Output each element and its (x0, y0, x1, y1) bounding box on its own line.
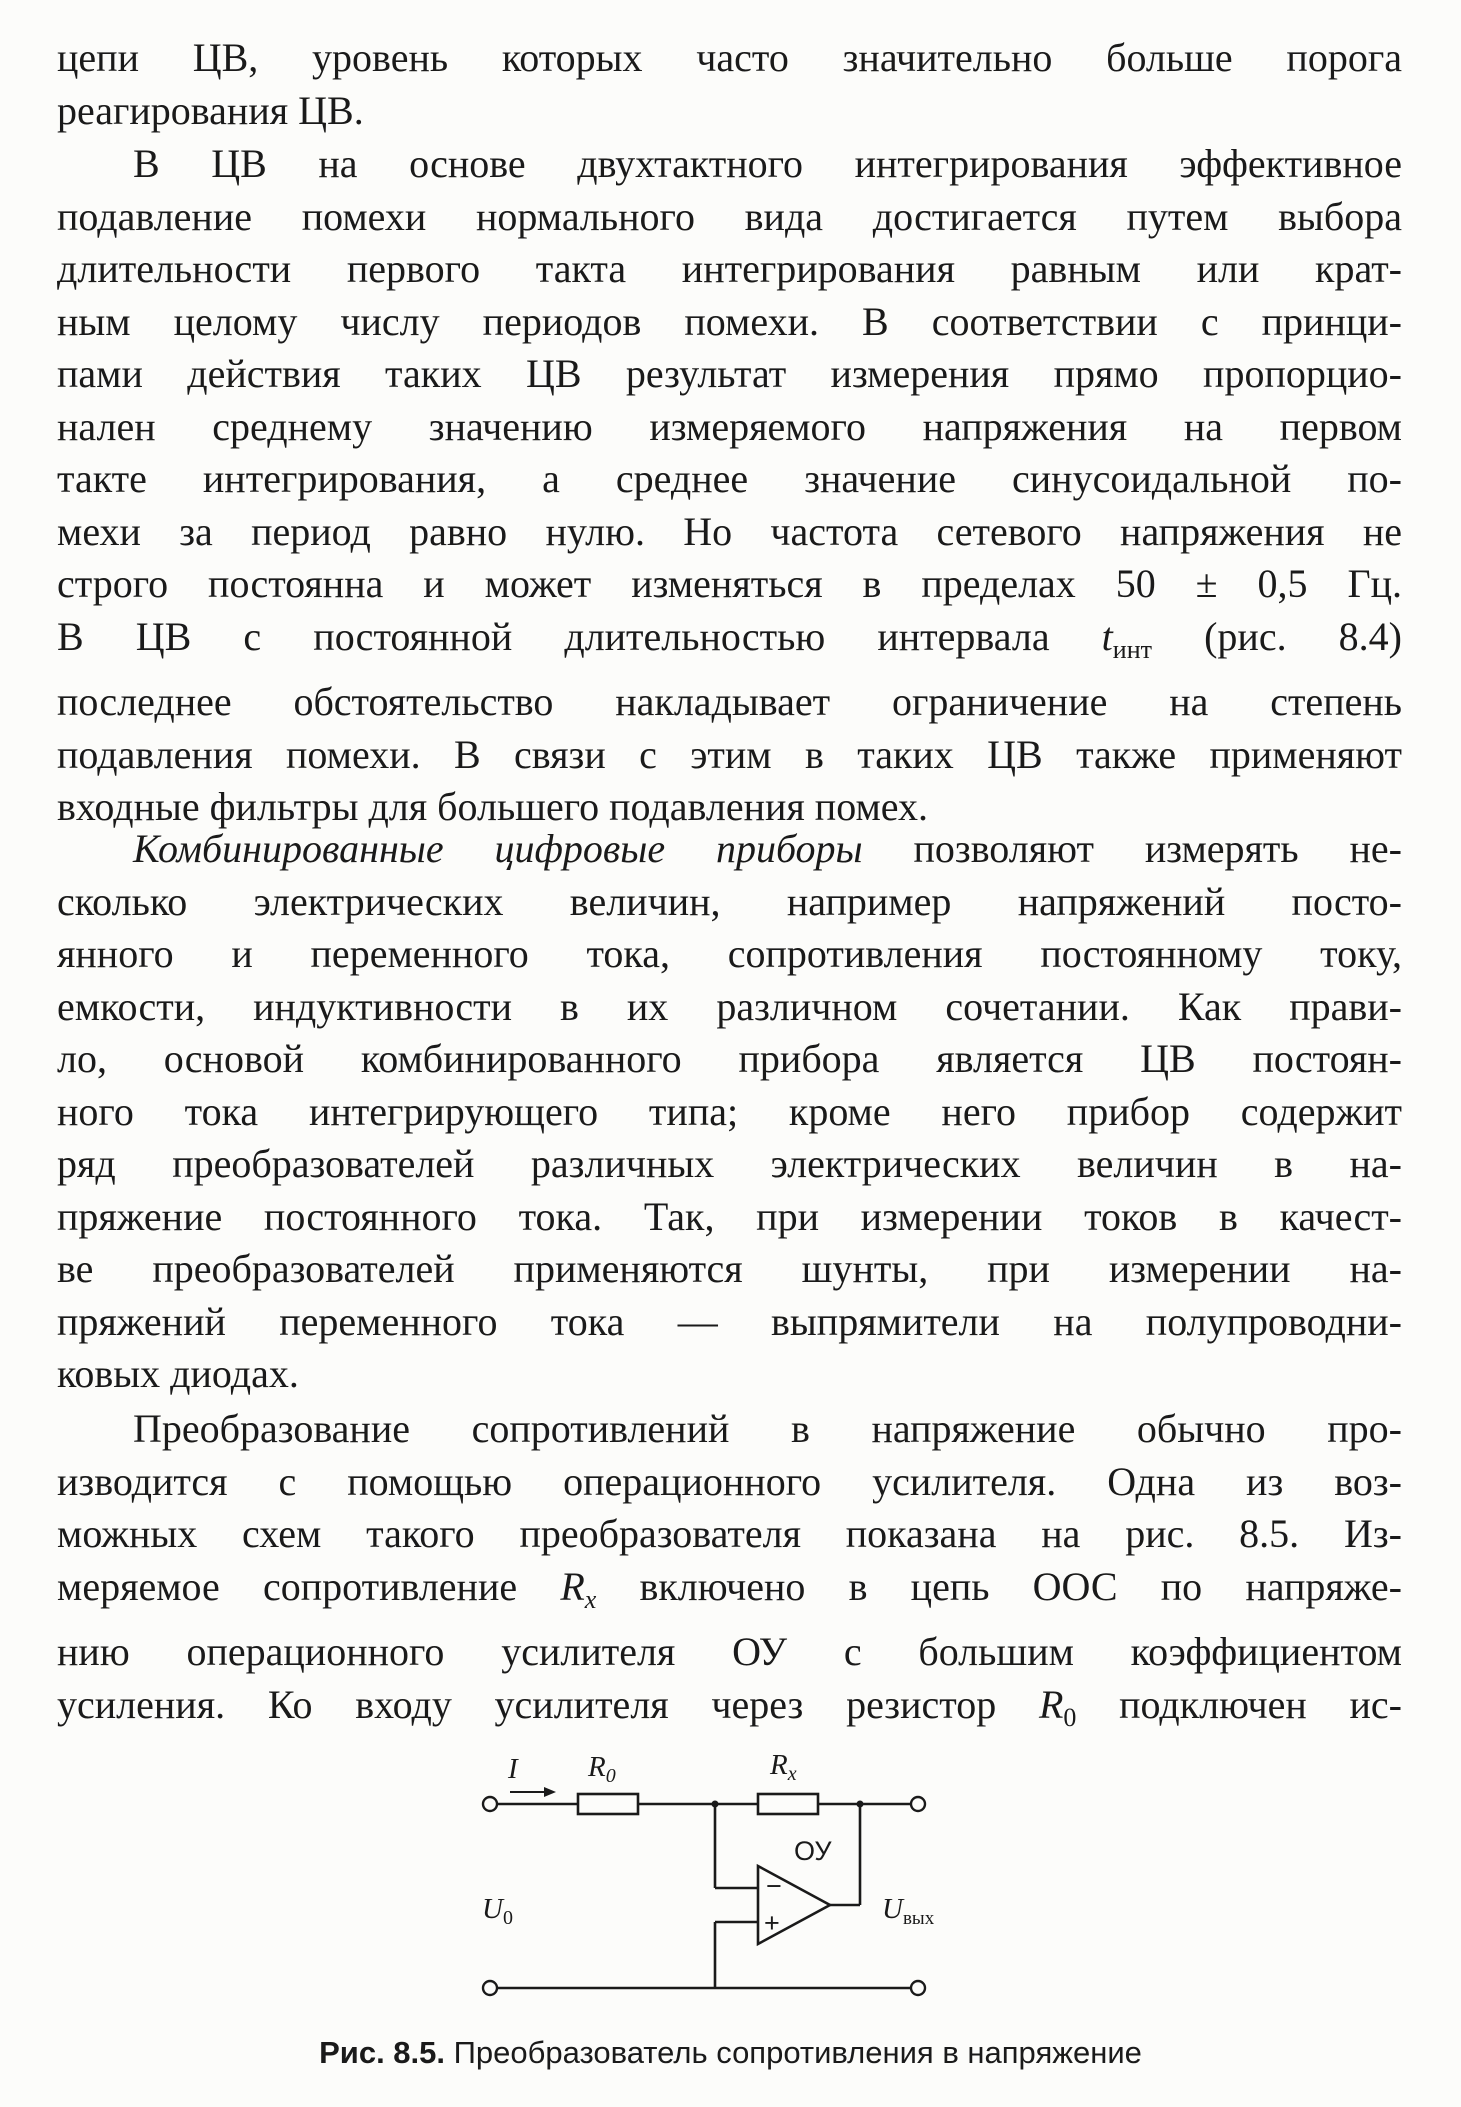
text-line: реагирования ЦВ. (57, 87, 364, 133)
figure-caption (0, 2035, 1461, 2071)
junction-node (857, 1801, 864, 1808)
label-rx-main: R (770, 1749, 788, 1781)
text-line: такте интегрирования, а среднее значение синусоидальной по- (57, 456, 1402, 501)
terminal-out-bottom (911, 1981, 925, 1995)
text-line: ве преобразователей применяются шунты, при измерении на- (57, 1246, 1402, 1291)
caption-text: Преобразователь сопротивления в напряжение (445, 2035, 1142, 2070)
text-fragment: включено в цепь ООС по напряже- (596, 1563, 1402, 1609)
label-r0-sub: 0 (605, 1765, 616, 1787)
variable-r: R (1038, 1681, 1064, 1727)
text-line: мехи за период равно нулю. Но частота сетевого напряжения не (57, 508, 1402, 554)
label-opamp: ОУ (794, 1836, 832, 1866)
text-line: нален среднему значению измеряемого напряжения на первом (57, 403, 1402, 449)
text-fragment: В ЦВ с постоянной длительностью интервала (57, 613, 1102, 659)
text-line (57, 1561, 1402, 1627)
text-line: янного и переменного тока, сопротивления постоянному току, (57, 931, 1402, 976)
label-uout-sub: вых (902, 1908, 935, 1929)
terminal-out-top (911, 1797, 925, 1811)
text-line (57, 823, 1402, 876)
text-line: последнее обстоятельство накладывает ограничение на степень (57, 679, 1402, 724)
text-line: Преобразование сопротивлений в напряжение обычно про- (133, 1406, 1402, 1451)
subscript-0: 0 (1063, 1702, 1077, 1732)
arrowhead-icon (544, 1787, 556, 1797)
paragraph-2 (57, 138, 1402, 834)
text-line: цепи ЦВ, уровень которых часто значительно больше порога (57, 35, 1402, 80)
text-line: строго постоянна и может изменяться в пределах 50 ± 0,5 Гц. (57, 561, 1402, 606)
text-line: входные фильтры для большего подавления помех. (57, 784, 928, 829)
italic-term: Комбинированные цифровые приборы (133, 826, 863, 871)
paragraph-1 (57, 32, 1402, 137)
resistor-rx (758, 1794, 818, 1814)
text-line: длительности первого такта интегрирования равным или крат- (57, 246, 1402, 291)
label-u0 (482, 1893, 513, 1929)
subscript-int: инт (1112, 634, 1152, 664)
variable-t: t (1101, 613, 1113, 659)
text-fragment: подключен ис- (1076, 1681, 1402, 1727)
terminal-in-top (483, 1797, 497, 1811)
text-line: ло, основой комбинированного прибора является ЦВ постоян- (57, 1036, 1402, 1081)
label-u0-main: U (482, 1893, 503, 1925)
label-r0 (587, 1751, 616, 1787)
text-line: подавление помехи нормального вида достигается путем выбора (57, 193, 1402, 239)
text-line: пряжений переменного тока — выпрямители на полупроводни- (57, 1298, 1402, 1344)
text-line: сколько электрических величин, например напряжений посто- (57, 878, 1402, 924)
circuit-diagram (470, 1738, 990, 2028)
text-line: подавления помехи. В связи с этим в таких ЦВ также применяют (57, 731, 1402, 777)
text-line: изводится с помощью операционного усилителя. Одна из воз- (57, 1458, 1402, 1504)
label-rx (769, 1749, 797, 1785)
subscript-x: x (584, 1584, 597, 1614)
variable-r: R (560, 1563, 585, 1609)
paragraph-4 (57, 1403, 1402, 1744)
text-fragment: позволяют измерять не- (862, 826, 1402, 871)
label-rx-sub: x (787, 1763, 797, 1785)
text-line: емкости, индуктивности в их различном сочетании. Как прави- (57, 983, 1402, 1029)
terminal-in-bottom (483, 1981, 497, 1995)
junction-node (712, 1801, 719, 1808)
text-line: нию операционного усилителя ОУ с большим коэффициентом (57, 1629, 1402, 1674)
caption-number: Рис. 8.5. (319, 2035, 446, 2070)
text-line: пряжение постоянного тока. Так, при измерении токов в качест- (57, 1193, 1402, 1239)
text-line: ковых диодах. (57, 1351, 299, 1396)
label-minus: − (766, 1871, 782, 1901)
text-fragment: меряемое сопротивление (57, 1563, 561, 1609)
text-line (57, 1679, 1402, 1745)
text-line: ряд преобразователей различных электрических величин в на- (57, 1141, 1402, 1186)
text-fragment: (рис. 8.4) (1152, 613, 1402, 659)
text-line: можных схем такого преобразователя показана на рис. 8.5. Из- (57, 1511, 1402, 1556)
text-line: пами действия таких ЦВ результат измерения прямо пропорцио- (57, 351, 1402, 396)
label-plus: + (764, 1908, 780, 1938)
text-line (57, 611, 1402, 677)
label-uout (882, 1893, 935, 1929)
text-line: ного тока интегрирующего типа; кроме него прибор содержит (57, 1088, 1402, 1134)
label-u0-sub: 0 (502, 1907, 513, 1929)
text-line: ным целому числу периодов помехи. В соответствии с принци- (57, 298, 1402, 344)
label-uout-main: U (882, 1893, 903, 1925)
label-current: I (508, 1753, 518, 1785)
text-line: В ЦВ на основе двухтактного интегрирования эффективное (133, 141, 1402, 186)
text-fragment: усиления. Ко входу усилителя через резистор (57, 1681, 1039, 1727)
resistor-r0 (578, 1794, 638, 1814)
paragraph-3 (57, 823, 1402, 1401)
label-r0-main: R (588, 1751, 606, 1783)
